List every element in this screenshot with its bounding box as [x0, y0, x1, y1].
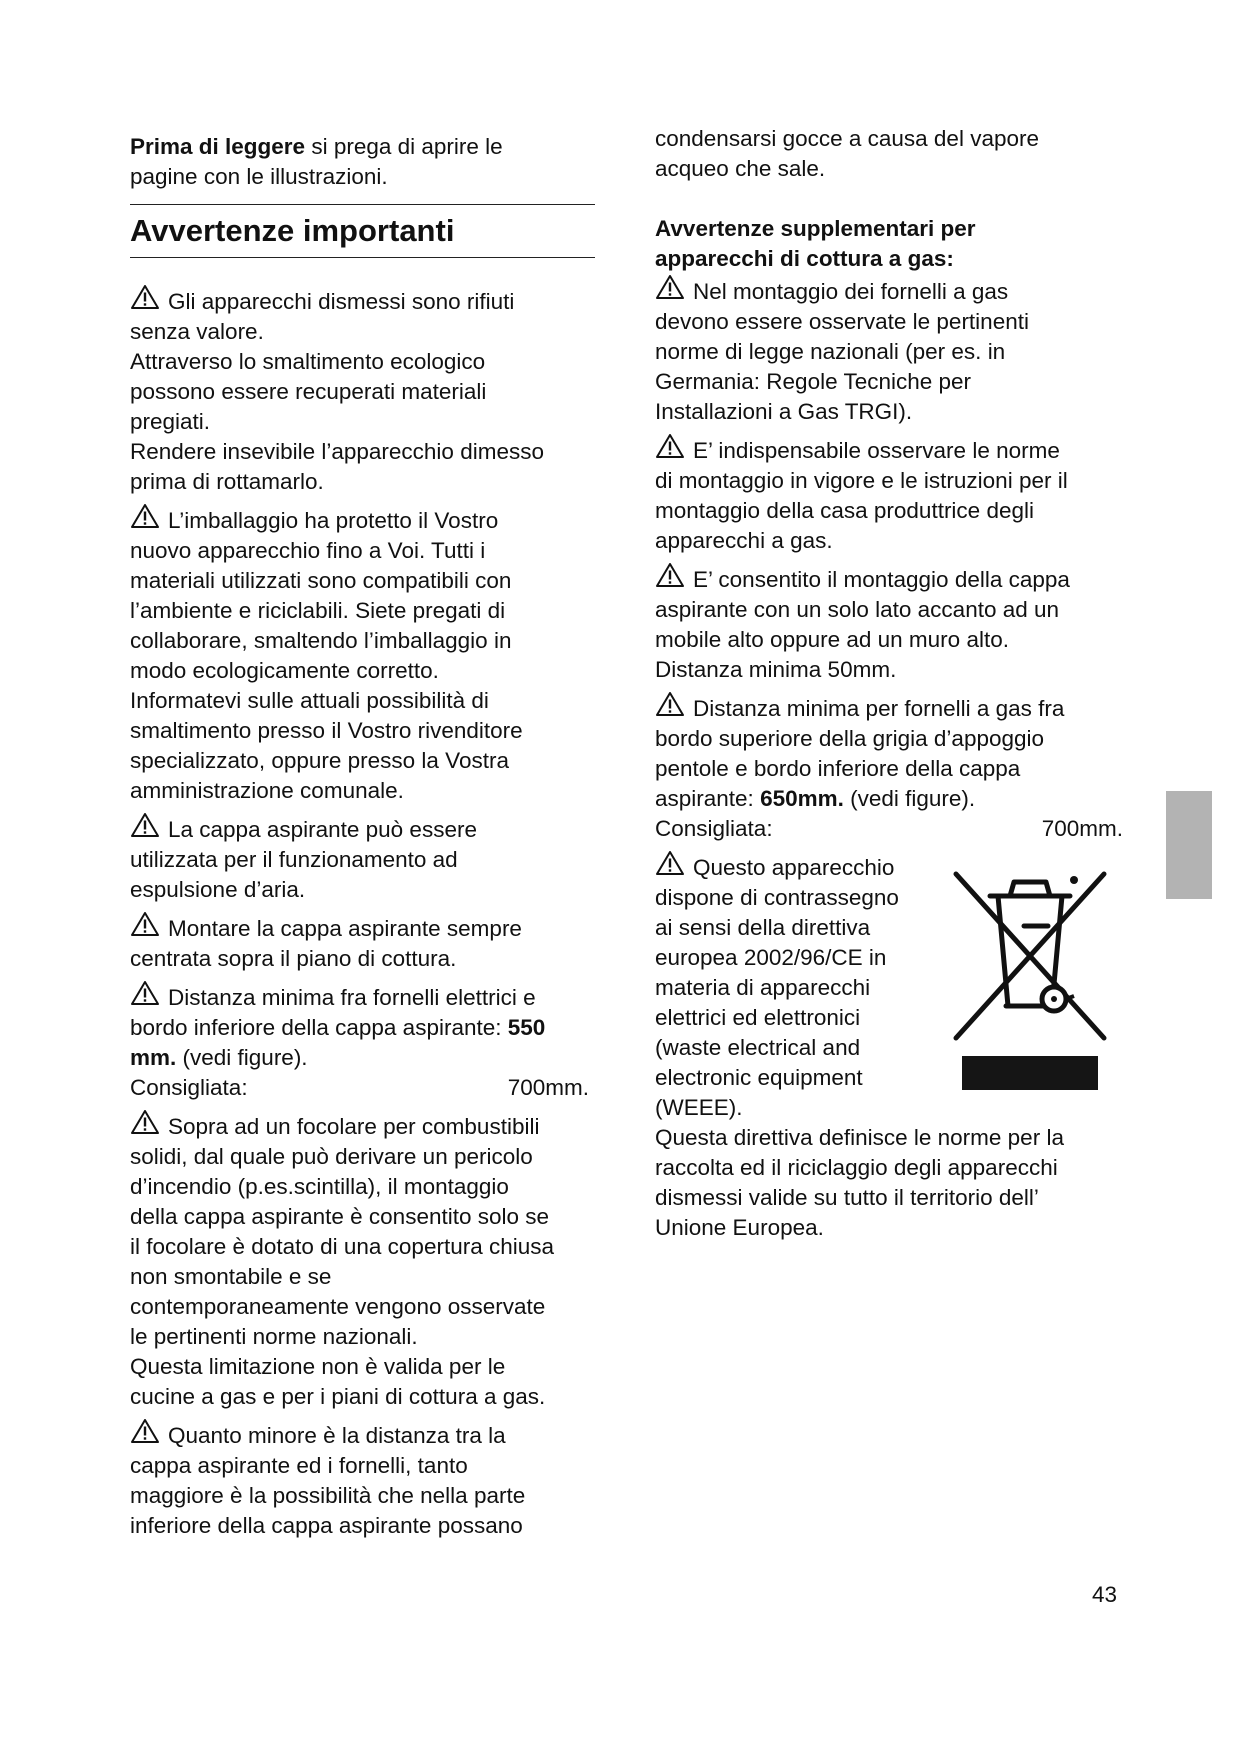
warning-icon [130, 911, 160, 937]
warning-icon [130, 284, 160, 310]
crossed-bin-icon [948, 856, 1113, 1056]
text-line: d’incendio (p.es.scintilla), il montaggio [130, 1174, 509, 1199]
text-line: solidi, dal quale può derivare un pericolo [130, 1144, 533, 1169]
warning-icon [655, 562, 685, 588]
text-line: Gli apparecchi dismessi sono rifiuti [168, 289, 515, 314]
text-line: Attraverso lo smaltimento ecologico [130, 349, 486, 374]
text-line: europea 2002/96/CE in [655, 945, 887, 970]
text-line: raccolta ed il riciclaggio degli apparecchi [655, 1155, 1058, 1180]
text-line: contemporaneamente vengono osservate [130, 1294, 546, 1319]
text-line: Questa direttiva definisce le norme per la [655, 1125, 1064, 1150]
text-line: materiali utilizzati sono compatibili con [130, 568, 512, 593]
text-line: specializzato, oppure presso la Vostra [130, 748, 509, 773]
warning-centered [130, 911, 595, 974]
subheading-line: apparecchi di cottura a gas: [655, 246, 954, 271]
weee-crossed-bin-figure [948, 856, 1113, 1101]
subheading-line: Avvertenze supplementari per [655, 216, 976, 241]
text-line: (vedi figure). [176, 1045, 308, 1070]
recommended-value: 700mm. [507, 1075, 589, 1100]
text-line: Sopra ad un focolare per combustibili [168, 1114, 540, 1139]
text-line: devono essere osservate le pertinenti [655, 309, 1029, 334]
text-line: electronic equipment [655, 1065, 863, 1090]
text-line: elettrici ed elettronici [655, 1005, 861, 1030]
warning-packaging [130, 503, 595, 806]
weee-black-bar [962, 1056, 1098, 1090]
text-line: (vedi figure). [843, 786, 976, 811]
warning-exhaust [130, 812, 595, 905]
text-line: pentole e bordo inferiore della cappa [655, 756, 1021, 781]
right-column [655, 126, 1123, 1243]
text-line: dismessi valide su tutto il territorio dell’ [655, 1185, 1039, 1210]
intro-paragraph [130, 132, 595, 162]
text-line: amministrazione comunale. [130, 778, 404, 803]
text-line: l’ambiente e riciclabili. Siete pregati di [130, 598, 506, 623]
text-line: pregiati. [130, 409, 211, 434]
warning-icon [130, 1109, 160, 1135]
intro-line2: pagine con le illustrazioni. [130, 164, 388, 189]
text-line: Distanza minima per fornelli a gas fra [693, 696, 1065, 721]
text-line: maggiore è la possibilità che nella parte [130, 1483, 526, 1508]
gas-warning-regulations [655, 274, 1123, 427]
text-line: L’imballaggio ha protetto il Vostro [168, 508, 499, 533]
text-line: acqueo che sale. [655, 156, 826, 181]
text-line: Montare la cappa aspirante sempre [168, 916, 522, 941]
text-line: utilizzata per il funzionamento ad [130, 847, 458, 872]
text-line: cappa aspirante ed i fornelli, tanto [130, 1453, 468, 1478]
text-line: Rendere insevibile l’apparecchio dimesso [130, 439, 544, 464]
weee-notice [655, 850, 1123, 1243]
text-line: nuovo apparecchio fino a Voi. Tutti i [130, 538, 486, 563]
intro-text: si prega di aprire le [305, 134, 503, 159]
recommended-row [655, 814, 1123, 844]
warning-solid-fuel [130, 1109, 595, 1412]
warning-icon [130, 812, 160, 838]
text-line: collaborare, smaltendo l’imballaggio in [130, 628, 512, 653]
warning-icon [655, 850, 685, 876]
text-line: materia di apparecchi [655, 975, 871, 1000]
text-line: mobile alto oppure ad un muro alto. [655, 627, 1009, 652]
text-line: bordo superiore della grigia d’appoggio [655, 726, 1045, 751]
text-line: condensarsi gocce a causa del vapore [655, 126, 1039, 151]
warning-disposal [130, 284, 595, 497]
text-line: Germania: Regole Tecniche per [655, 369, 972, 394]
text-line: norme di legge nazionali (per es. in [655, 339, 1006, 364]
left-column [130, 132, 595, 1541]
text-line: non smontabile e se [130, 1264, 332, 1289]
text-line: Installazioni a Gas TRGI). [655, 399, 913, 424]
text-line: centrata sopra il piano di cottura. [130, 946, 457, 971]
text-line: E’ consentito il montaggio della cappa [693, 567, 1070, 592]
intro-bold: Prima di leggere [130, 134, 306, 159]
text-line: Informatevi sulle attuali possibilità di [130, 688, 489, 713]
warning-icon [130, 980, 160, 1006]
text-line: aspirante: [655, 786, 761, 811]
text-line: La cappa aspirante può essere [168, 817, 477, 842]
text-line: apparecchi a gas. [655, 528, 833, 553]
recommended-value: 700mm. [1041, 816, 1123, 841]
warning-icon [130, 1418, 160, 1444]
text-line: Unione Europea. [655, 1215, 824, 1240]
text-line: ai sensi della direttiva [655, 915, 871, 940]
text-line: (WEEE). [655, 1095, 743, 1120]
distance-value: 650mm. [760, 786, 844, 811]
warning-icon [655, 691, 685, 717]
distance-value: 550 [507, 1015, 546, 1040]
text-line: Distanza minima 50mm. [655, 657, 897, 682]
warning-icon [655, 274, 685, 300]
text-line: dispone di contrassegno [655, 885, 899, 910]
page-number: 43 [1092, 1582, 1118, 1607]
text-line: prima di rottamarlo. [130, 469, 324, 494]
distance-unit: mm. [130, 1045, 177, 1070]
text-line: le pertinenti norme nazionali. [130, 1324, 418, 1349]
recommended-label: Consigliata: [130, 1075, 248, 1100]
text-line: Nel montaggio dei fornelli a gas [693, 279, 1009, 304]
text-line: Questa limitazione non è valida per le [130, 1354, 506, 1379]
gas-warning-manufacturer [655, 433, 1123, 556]
text-line: senza valore. [130, 319, 264, 344]
text-line: smaltimento presso il Vostro rivenditore [130, 718, 523, 743]
recommended-label: Consigliata: [655, 816, 773, 841]
text-line: modo ecologicamente corretto. [130, 658, 439, 683]
warning-icon [130, 503, 160, 529]
gas-subheading [655, 214, 1123, 274]
section-heading: Avvertenze importanti [130, 213, 455, 248]
text-line: di montaggio in vigore e le istruzioni per il [655, 468, 1068, 493]
side-tab-marker [1166, 791, 1212, 899]
text-line: Quanto minore è la distanza tra la [168, 1423, 506, 1448]
text-line: montaggio della casa produttrice degli [655, 498, 1034, 523]
heading-rule-bottom [130, 257, 595, 258]
text-line: E’ indispensabile osservare le norme [693, 438, 1060, 463]
text-line: Distanza minima fra fornelli elettrici e [168, 985, 536, 1010]
heading-rule-top [130, 204, 595, 205]
text-line: bordo inferiore della cappa aspirante: [130, 1015, 508, 1040]
text-line: inferiore della cappa aspirante possano [130, 1513, 523, 1538]
text-line: cucine a gas e per i piani di cottura a gas. [130, 1384, 546, 1409]
warning-condensation [130, 1418, 595, 1541]
text-line: Questo apparecchio [693, 855, 895, 880]
gas-warning-side [655, 562, 1123, 685]
text-line: il focolare è dotato di una copertura chiusa [130, 1234, 555, 1259]
text-line: possono essere recuperati materiali [130, 379, 487, 404]
warning-electric-distance [130, 980, 595, 1103]
text-line: della cappa aspirante è consentito solo se [130, 1204, 550, 1229]
text-line: (waste electrical and [655, 1035, 861, 1060]
warning-icon [655, 433, 685, 459]
text-line: aspirante con un solo lato accanto ad un [655, 597, 1060, 622]
recommended-row [130, 1073, 595, 1103]
gas-warning-distance [655, 691, 1123, 844]
text-line: espulsione d’aria. [130, 877, 306, 902]
